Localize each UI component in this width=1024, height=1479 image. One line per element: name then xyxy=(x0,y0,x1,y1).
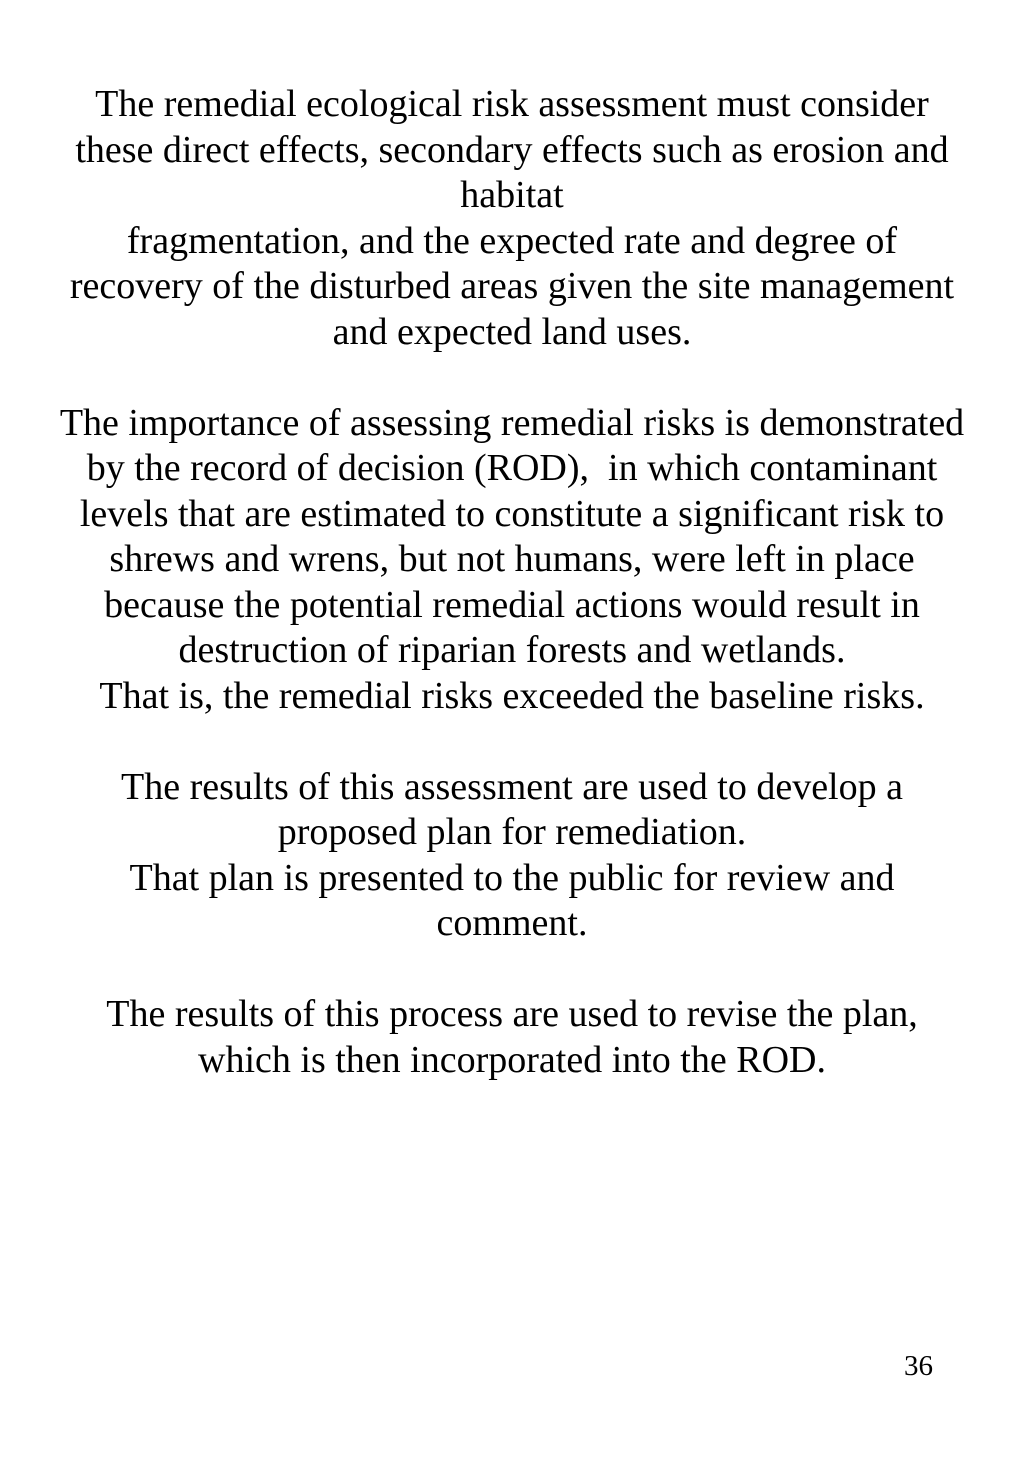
text-line: shrews and wrens, but not humans, were left in place xyxy=(109,538,915,580)
text-line: because the potential remedial actions would result in xyxy=(104,583,920,626)
text-line: by the record of decision (ROD), in which contaminant xyxy=(86,447,938,489)
text-line: proposed plan for remediation. xyxy=(277,811,747,853)
text-line: The results of this process are used to revise the plan, xyxy=(106,993,918,1035)
text-line: recovery of the disturbed areas given the site management xyxy=(69,265,955,307)
text-line: these direct effects, secondary effects such as erosion and xyxy=(75,128,949,171)
text-line: That plan is presented to the public for review and xyxy=(129,856,895,899)
text-line: That is, the remedial risks exceeded the baseline risks. xyxy=(99,674,925,717)
text-line: The results of this assessment are used to develop a xyxy=(121,765,903,808)
page-number: 36 xyxy=(904,1350,933,1382)
text-line: which is then incorporated into the ROD. xyxy=(198,1038,826,1081)
text-line: and expected land uses. xyxy=(332,310,692,353)
paragraph xyxy=(44,401,980,720)
paragraph xyxy=(44,765,980,947)
text-line: comment. xyxy=(436,902,588,944)
text-line: destruction of riparian forests and wetlands. xyxy=(178,629,846,671)
text-line: The remedial ecological risk assessment must consider xyxy=(95,83,929,125)
paragraph xyxy=(44,82,980,355)
text-line: The importance of assessing remedial risks is demonstrated xyxy=(59,401,965,444)
text-line: habitat xyxy=(460,174,564,216)
paragraph xyxy=(44,992,980,1083)
text-line: levels that are estimated to constitute a significant risk to xyxy=(79,492,945,535)
text-line: fragmentation, and the expected rate and degree of xyxy=(126,219,898,262)
